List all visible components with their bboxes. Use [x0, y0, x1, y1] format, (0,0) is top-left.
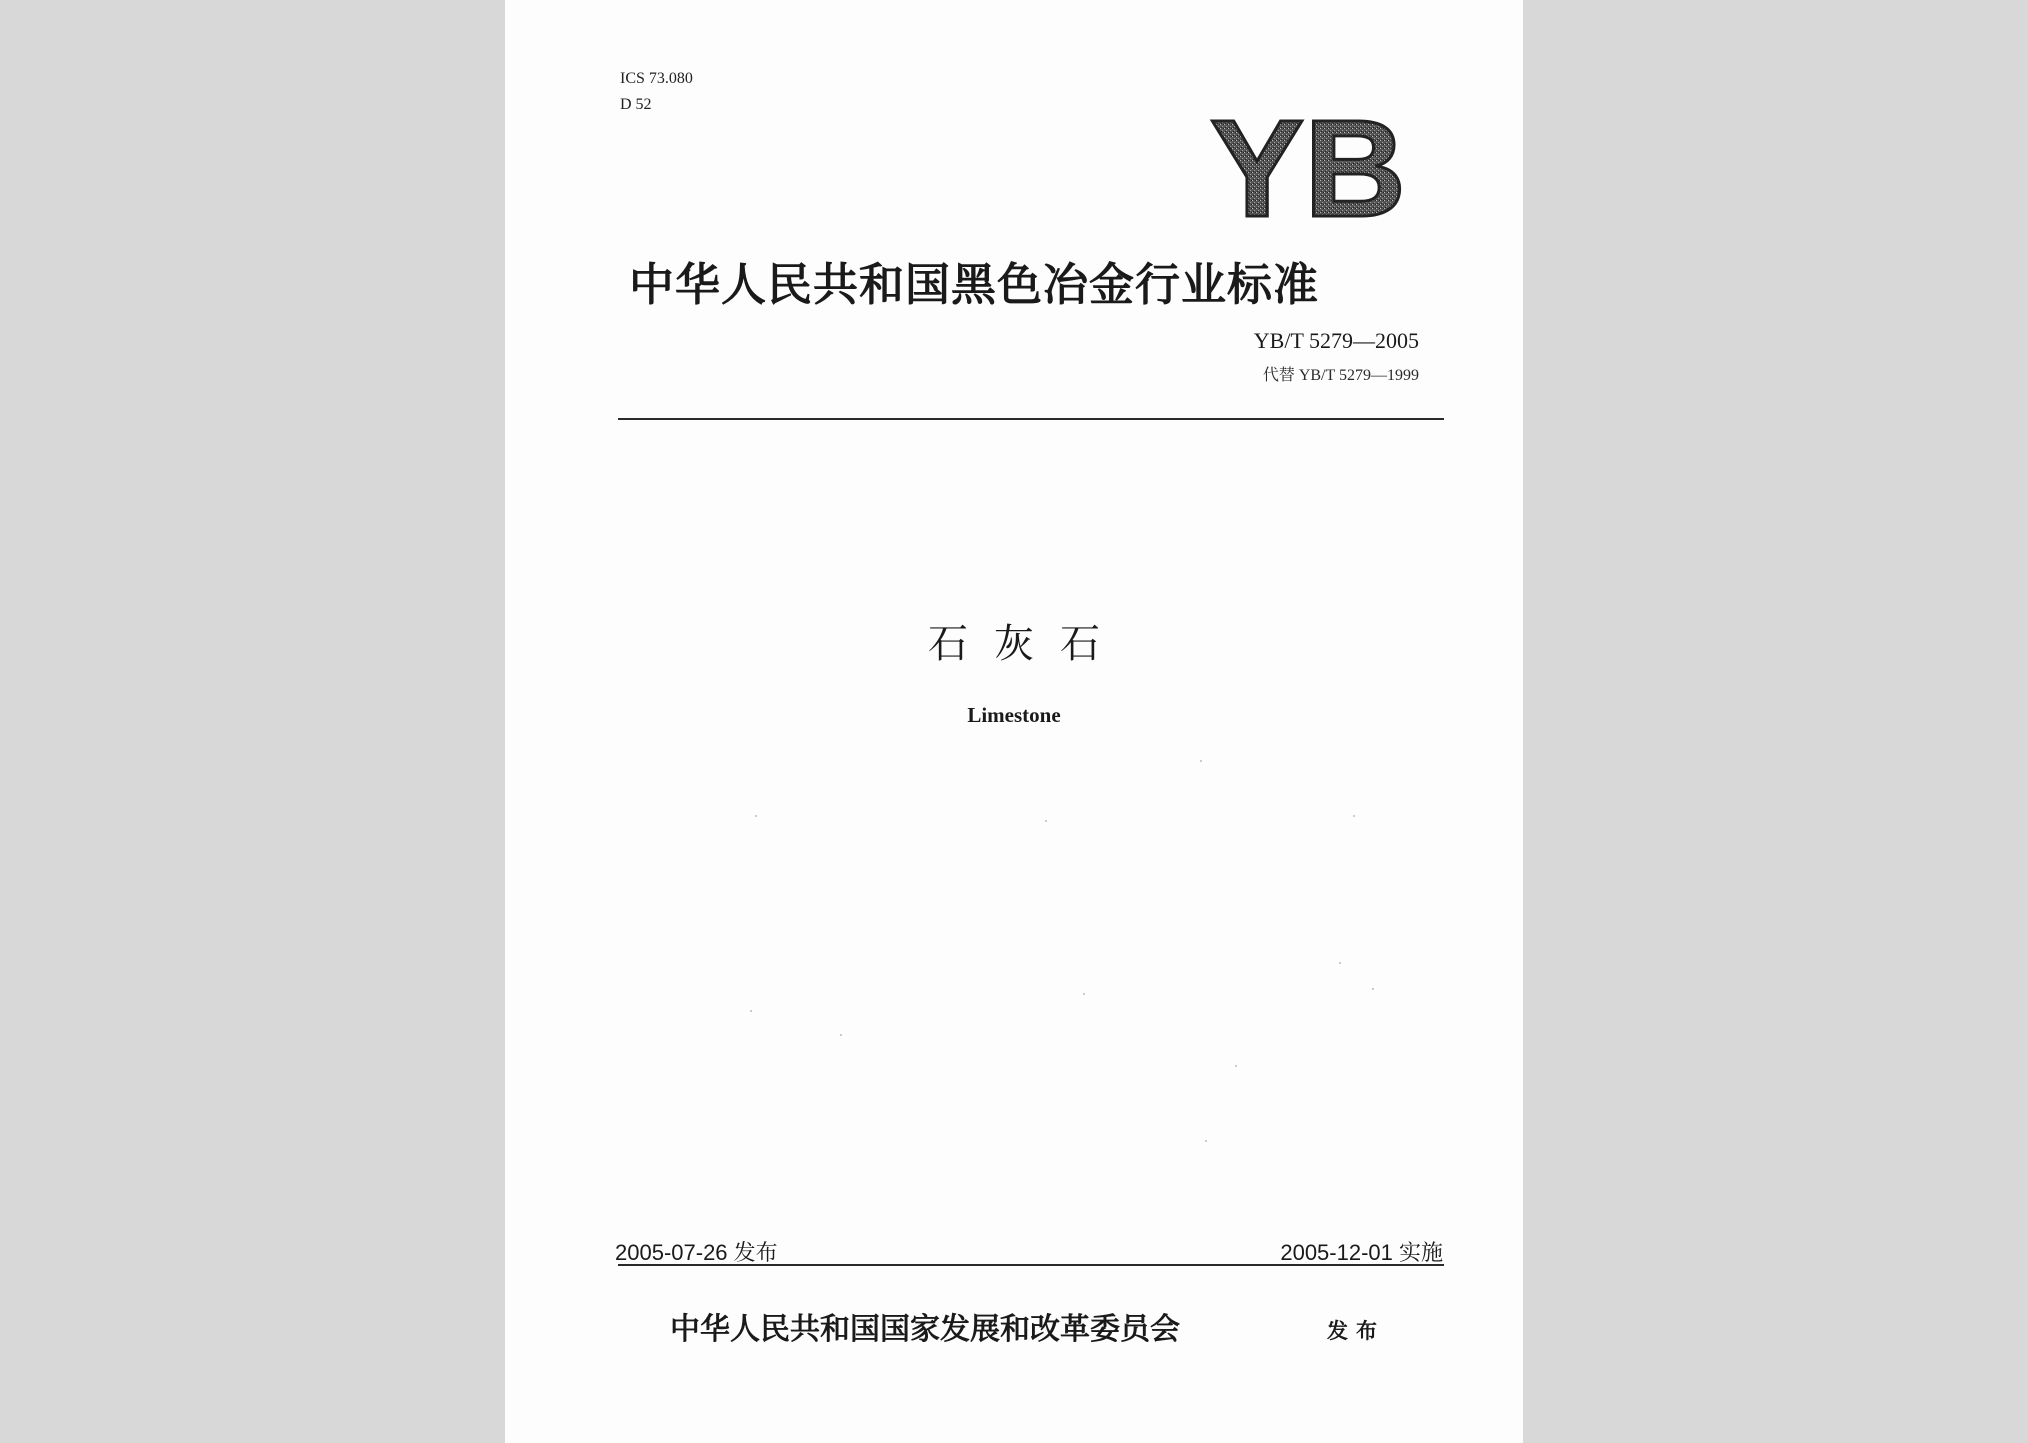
issuing-verb: 发布 — [1327, 1319, 1385, 1343]
header-divider — [618, 418, 1444, 420]
document-page — [505, 0, 1523, 1443]
scan-speck — [1083, 993, 1085, 995]
standard-category-title: 中华人民共和国黑色冶金行业标准 — [629, 258, 1320, 311]
scan-speck — [1205, 1140, 1207, 1142]
effective-date: 2005-12-01 实施 — [1280, 1240, 1443, 1265]
scan-speck — [1353, 815, 1355, 817]
yb-logo — [1208, 108, 1408, 228]
scan-speck — [840, 1034, 842, 1036]
classification-codes — [620, 66, 693, 118]
scan-speck — [750, 1010, 752, 1012]
document-title — [505, 612, 1523, 669]
scan-speck — [1045, 820, 1047, 822]
yb-logo-text: YB — [1210, 108, 1406, 228]
scan-speck — [1200, 760, 1202, 762]
footer-divider — [618, 1264, 1444, 1266]
scan-speck — [1372, 988, 1374, 990]
standard-number: YB/T 5279—2005 — [1253, 328, 1419, 353]
ics-code: ICS 73.080 — [620, 70, 693, 87]
scan-speck — [1339, 962, 1341, 964]
document-title-text: 石灰石 — [928, 621, 1126, 667]
replaced-standard: 代替 YB/T 5279—1999 — [1262, 367, 1419, 384]
issue-date: 2005-07-26 发布 — [615, 1240, 778, 1265]
scan-speck — [755, 815, 757, 817]
document-subtitle: Limestone — [967, 703, 1061, 727]
issuing-authority: 中华人民共和国国家发展和改革委员会 — [670, 1312, 1180, 1347]
class-code: D 52 — [620, 96, 652, 113]
scan-speck — [1235, 1065, 1237, 1067]
